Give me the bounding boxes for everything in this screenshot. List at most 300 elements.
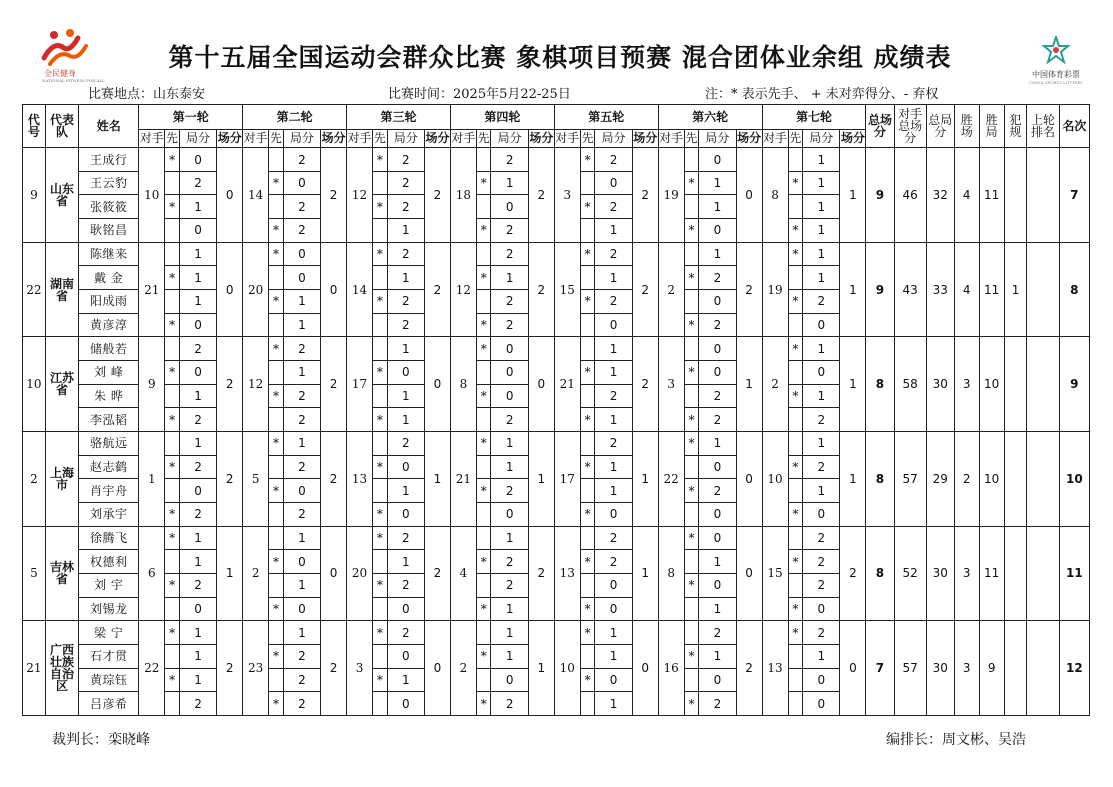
first-move-mark: * bbox=[269, 337, 284, 361]
round-match-score: 2 bbox=[424, 148, 450, 243]
first-move-mark: * bbox=[165, 148, 180, 172]
opponent-subheader: 对手 bbox=[762, 129, 788, 148]
first-move-mark: * bbox=[269, 171, 284, 195]
game-score: 0 bbox=[283, 242, 320, 266]
game-score: 0 bbox=[803, 503, 840, 527]
seed-header: 代号 bbox=[23, 105, 46, 148]
first-move-mark: * bbox=[788, 550, 803, 574]
game-score-subheader: 局分 bbox=[699, 129, 736, 148]
round-match-score: 0 bbox=[840, 621, 866, 716]
round-match-score: 0 bbox=[736, 432, 762, 527]
game-score: 2 bbox=[491, 242, 528, 266]
game-score: 0 bbox=[803, 668, 840, 692]
team-header: 代表队 bbox=[45, 105, 78, 148]
player-name: 刘承宇 bbox=[79, 503, 139, 527]
first-move-mark bbox=[476, 573, 491, 597]
round-match-score: 1 bbox=[840, 242, 866, 337]
first-move-mark: * bbox=[580, 408, 595, 432]
round-opponent: 10 bbox=[554, 621, 580, 716]
team-name: 湖南省 bbox=[45, 242, 78, 337]
game-score: 0 bbox=[595, 171, 632, 195]
round-opponent: 10 bbox=[139, 148, 165, 243]
round-match-score: 2 bbox=[217, 337, 243, 432]
first-move-mark bbox=[476, 503, 491, 527]
round-match-score: 2 bbox=[632, 148, 658, 243]
game-score: 1 bbox=[491, 597, 528, 621]
first-move-mark: * bbox=[373, 408, 388, 432]
round-opponent: 15 bbox=[554, 242, 580, 337]
total-match-header: 总场分 bbox=[866, 105, 894, 148]
first-move-mark bbox=[580, 266, 595, 290]
first-move-mark bbox=[788, 148, 803, 172]
first-move-mark: * bbox=[788, 171, 803, 195]
first-move-mark bbox=[165, 219, 180, 243]
game-score: 1 bbox=[803, 195, 840, 219]
round-match-score: 2 bbox=[736, 621, 762, 716]
total-match-points: 8 bbox=[866, 526, 894, 621]
first-move-mark: * bbox=[476, 219, 491, 243]
round-header: 第七轮 bbox=[762, 105, 866, 130]
game-score: 0 bbox=[699, 573, 736, 597]
first-move-mark bbox=[476, 242, 491, 266]
round-opponent: 2 bbox=[243, 526, 269, 621]
first-move-mark: * bbox=[373, 668, 388, 692]
game-score: 1 bbox=[699, 550, 736, 574]
opponent-subheader: 对手 bbox=[347, 129, 373, 148]
first-move-mark bbox=[269, 526, 284, 550]
match-score-subheader: 场分 bbox=[736, 129, 762, 148]
first-move-mark bbox=[373, 266, 388, 290]
game-score: 0 bbox=[699, 503, 736, 527]
opponent-subheader: 对手 bbox=[139, 129, 165, 148]
round-opponent: 4 bbox=[450, 526, 476, 621]
game-score: 2 bbox=[283, 148, 320, 172]
round-match-score: 2 bbox=[632, 242, 658, 337]
first-move-mark: * bbox=[580, 290, 595, 314]
round-match-score: 2 bbox=[217, 432, 243, 527]
first-move-mark: * bbox=[684, 644, 699, 668]
first-move-mark: * bbox=[373, 621, 388, 645]
page-title: 第十五届全国运动会群众比赛 象棋项目预赛 混合团体业余组 成绩表 bbox=[168, 43, 952, 72]
game-score: 2 bbox=[595, 242, 632, 266]
first-move-mark: * bbox=[269, 432, 284, 456]
game-score: 0 bbox=[595, 668, 632, 692]
first-move-mark bbox=[269, 408, 284, 432]
game-score: 1 bbox=[387, 408, 424, 432]
game-score: 1 bbox=[595, 337, 632, 361]
game-score: 2 bbox=[699, 621, 736, 645]
game-score: 1 bbox=[699, 432, 736, 456]
first-move-mark bbox=[269, 148, 284, 172]
game-score: 1 bbox=[179, 290, 216, 314]
first-move-mark bbox=[269, 621, 284, 645]
game-score: 2 bbox=[491, 313, 528, 337]
round-match-score: 2 bbox=[321, 337, 347, 432]
game-score: 1 bbox=[491, 621, 528, 645]
round-match-score: 0 bbox=[736, 148, 762, 243]
first-move-mark bbox=[788, 195, 803, 219]
first-move-subheader: 先 bbox=[788, 129, 803, 148]
first-move-mark: * bbox=[580, 503, 595, 527]
first-move-mark bbox=[788, 644, 803, 668]
round-match-score: 0 bbox=[528, 337, 554, 432]
time-info: 比赛时间：2025年5月22-25日 bbox=[388, 87, 571, 102]
player-row bbox=[23, 432, 1090, 456]
game-score: 1 bbox=[387, 668, 424, 692]
game-score: 0 bbox=[803, 313, 840, 337]
round-match-score: 0 bbox=[424, 621, 450, 716]
player-name: 黄琮钰 bbox=[79, 668, 139, 692]
game-score: 1 bbox=[179, 668, 216, 692]
first-move-mark bbox=[684, 242, 699, 266]
game-score: 2 bbox=[179, 503, 216, 527]
game-score: 0 bbox=[803, 692, 840, 716]
round-opponent: 9 bbox=[139, 337, 165, 432]
team-name: 山东省 bbox=[45, 148, 78, 243]
fouls bbox=[1004, 148, 1027, 243]
first-move-mark: * bbox=[269, 242, 284, 266]
player-name: 王云豹 bbox=[79, 171, 139, 195]
first-move-mark: * bbox=[476, 644, 491, 668]
game-score: 2 bbox=[179, 408, 216, 432]
opponent-subheader: 对手 bbox=[658, 129, 684, 148]
player-name: 肖宇舟 bbox=[79, 479, 139, 503]
round-opponent: 22 bbox=[139, 621, 165, 716]
fitness-figures-icon bbox=[40, 28, 90, 68]
game-score: 1 bbox=[803, 266, 840, 290]
game-score: 2 bbox=[491, 692, 528, 716]
first-move-mark bbox=[788, 313, 803, 337]
game-score: 1 bbox=[803, 644, 840, 668]
first-move-mark bbox=[269, 361, 284, 385]
player-row bbox=[23, 526, 1090, 550]
header-row-rounds bbox=[23, 105, 1090, 130]
total-game-points: 32 bbox=[926, 148, 954, 243]
first-move-mark: * bbox=[684, 219, 699, 243]
game-score: 1 bbox=[283, 621, 320, 645]
game-score: 0 bbox=[179, 313, 216, 337]
first-move-mark bbox=[269, 195, 284, 219]
first-move-mark bbox=[684, 337, 699, 361]
game-score: 2 bbox=[699, 384, 736, 408]
game-score: 2 bbox=[595, 384, 632, 408]
game-score: 2 bbox=[283, 195, 320, 219]
total-match-points: 9 bbox=[866, 242, 894, 337]
game-score: 0 bbox=[699, 455, 736, 479]
first-move-mark bbox=[788, 573, 803, 597]
round-opponent: 3 bbox=[347, 621, 373, 716]
game-score: 0 bbox=[491, 337, 528, 361]
game-score: 2 bbox=[283, 337, 320, 361]
logo-left-subcaption: NATIONAL FITNESS FOR ALL bbox=[42, 78, 105, 83]
round-header: 第三轮 bbox=[347, 105, 451, 130]
first-move-mark: * bbox=[580, 361, 595, 385]
first-move-mark bbox=[165, 479, 180, 503]
team-name: 江苏省 bbox=[45, 337, 78, 432]
game-score: 1 bbox=[491, 432, 528, 456]
first-move-mark bbox=[684, 455, 699, 479]
first-move-mark bbox=[684, 195, 699, 219]
round-opponent: 10 bbox=[762, 432, 788, 527]
first-move-mark: * bbox=[165, 408, 180, 432]
game-score: 1 bbox=[283, 361, 320, 385]
player-name: 阳成雨 bbox=[79, 290, 139, 314]
game-score: 0 bbox=[699, 526, 736, 550]
game-score: 0 bbox=[179, 361, 216, 385]
game-score: 1 bbox=[595, 266, 632, 290]
total-match-points: 9 bbox=[866, 148, 894, 243]
game-score: 2 bbox=[387, 526, 424, 550]
match-wins: 3 bbox=[954, 621, 979, 716]
game-score: 1 bbox=[387, 266, 424, 290]
total-game-points: 30 bbox=[926, 621, 954, 716]
game-score: 2 bbox=[803, 550, 840, 574]
first-move-mark bbox=[476, 148, 491, 172]
match-wins: 3 bbox=[954, 337, 979, 432]
round-match-score: 2 bbox=[321, 148, 347, 243]
player-name: 刘锡龙 bbox=[79, 597, 139, 621]
fouls bbox=[1004, 337, 1027, 432]
previous-rank bbox=[1027, 621, 1059, 716]
game-score: 1 bbox=[803, 242, 840, 266]
game-score: 0 bbox=[699, 219, 736, 243]
game-score: 2 bbox=[283, 384, 320, 408]
game-score: 1 bbox=[387, 550, 424, 574]
game-score: 0 bbox=[387, 597, 424, 621]
game-score: 2 bbox=[699, 266, 736, 290]
first-move-mark: * bbox=[684, 692, 699, 716]
opponent-total-points: 57 bbox=[894, 621, 926, 716]
first-move-mark: * bbox=[684, 573, 699, 597]
first-move-mark bbox=[476, 621, 491, 645]
round-match-score: 0 bbox=[217, 242, 243, 337]
player-row bbox=[23, 242, 1090, 266]
first-move-mark bbox=[373, 219, 388, 243]
first-move-mark bbox=[476, 290, 491, 314]
round-opponent: 17 bbox=[347, 337, 373, 432]
round-opponent: 2 bbox=[762, 337, 788, 432]
player-name: 吕彦希 bbox=[79, 692, 139, 716]
round-match-score: 2 bbox=[632, 337, 658, 432]
first-move-mark: * bbox=[788, 242, 803, 266]
game-score: 2 bbox=[803, 290, 840, 314]
player-name: 石才贯 bbox=[79, 644, 139, 668]
player-name: 刘 宇 bbox=[79, 573, 139, 597]
first-move-mark: * bbox=[684, 479, 699, 503]
first-move-mark bbox=[580, 219, 595, 243]
team-name: 吉林省 bbox=[45, 526, 78, 621]
first-move-mark: * bbox=[684, 171, 699, 195]
fouls: 1 bbox=[1004, 242, 1027, 337]
game-score: 1 bbox=[803, 337, 840, 361]
first-move-mark bbox=[788, 692, 803, 716]
name-header: 姓名 bbox=[79, 105, 139, 148]
game-score: 1 bbox=[283, 290, 320, 314]
round-match-score: 1 bbox=[632, 526, 658, 621]
first-move-mark: * bbox=[165, 621, 180, 645]
final-rank: 12 bbox=[1059, 621, 1089, 716]
first-move-mark: * bbox=[476, 266, 491, 290]
round-match-score: 1 bbox=[840, 337, 866, 432]
opponent-total-points: 57 bbox=[894, 432, 926, 527]
game-score: 1 bbox=[387, 337, 424, 361]
first-move-mark: * bbox=[580, 597, 595, 621]
first-move-mark bbox=[788, 668, 803, 692]
match-score-subheader: 场分 bbox=[840, 129, 866, 148]
game-score: 1 bbox=[179, 195, 216, 219]
game-score: 1 bbox=[803, 148, 840, 172]
first-move-mark bbox=[684, 668, 699, 692]
game-score: 1 bbox=[179, 266, 216, 290]
first-move-subheader: 先 bbox=[476, 129, 491, 148]
game-score: 2 bbox=[283, 455, 320, 479]
game-score: 1 bbox=[491, 455, 528, 479]
game-score: 0 bbox=[803, 361, 840, 385]
total-match-points: 8 bbox=[866, 337, 894, 432]
game-score: 2 bbox=[283, 503, 320, 527]
match-score-subheader: 场分 bbox=[528, 129, 554, 148]
round-opponent: 12 bbox=[243, 337, 269, 432]
first-move-mark: * bbox=[373, 148, 388, 172]
first-move-mark: * bbox=[165, 668, 180, 692]
game-score: 2 bbox=[179, 573, 216, 597]
player-name: 张筱筱 bbox=[79, 195, 139, 219]
game-score-subheader: 局分 bbox=[595, 129, 632, 148]
total-game-points: 33 bbox=[926, 242, 954, 337]
first-move-mark bbox=[788, 432, 803, 456]
first-move-mark: * bbox=[580, 195, 595, 219]
team-seed: 2 bbox=[23, 432, 46, 527]
first-move-mark bbox=[684, 597, 699, 621]
game-score: 2 bbox=[387, 573, 424, 597]
game-score: 1 bbox=[179, 432, 216, 456]
first-move-mark bbox=[269, 313, 284, 337]
first-move-mark bbox=[165, 644, 180, 668]
first-move-mark: * bbox=[165, 313, 180, 337]
first-move-mark bbox=[580, 479, 595, 503]
first-move-mark: * bbox=[373, 455, 388, 479]
first-move-mark: * bbox=[165, 455, 180, 479]
opponent-total-points: 43 bbox=[894, 242, 926, 337]
game-score: 0 bbox=[595, 313, 632, 337]
team-seed: 21 bbox=[23, 621, 46, 716]
first-move-mark: * bbox=[269, 290, 284, 314]
game-score: 1 bbox=[803, 171, 840, 195]
first-move-mark: * bbox=[476, 692, 491, 716]
game-score: 2 bbox=[387, 290, 424, 314]
game-score: 2 bbox=[699, 408, 736, 432]
round-opponent: 19 bbox=[658, 148, 684, 243]
first-move-mark: * bbox=[269, 479, 284, 503]
game-score: 1 bbox=[179, 621, 216, 645]
game-score: 0 bbox=[491, 668, 528, 692]
round-opponent: 21 bbox=[139, 242, 165, 337]
game-score: 0 bbox=[699, 668, 736, 692]
first-move-mark bbox=[373, 479, 388, 503]
game-score: 2 bbox=[387, 621, 424, 645]
round-opponent: 6 bbox=[139, 526, 165, 621]
round-opponent: 18 bbox=[450, 148, 476, 243]
game-score: 1 bbox=[387, 219, 424, 243]
game-score: 2 bbox=[595, 432, 632, 456]
player-name: 骆航远 bbox=[79, 432, 139, 456]
opponent-subheader: 对手 bbox=[243, 129, 269, 148]
round-match-score: 0 bbox=[321, 526, 347, 621]
scheduler: 编排长：周文彬、吴浩 bbox=[886, 732, 1026, 748]
first-move-mark: * bbox=[476, 432, 491, 456]
game-score: 2 bbox=[595, 148, 632, 172]
game-score: 0 bbox=[699, 148, 736, 172]
previous-rank bbox=[1027, 242, 1059, 337]
game-score: 1 bbox=[803, 384, 840, 408]
game-score: 0 bbox=[491, 195, 528, 219]
game-score: 0 bbox=[387, 644, 424, 668]
first-move-mark: * bbox=[165, 503, 180, 527]
round-match-score: 1 bbox=[528, 432, 554, 527]
team-name: 广西壮族自治区 bbox=[45, 621, 78, 716]
first-move-mark bbox=[476, 195, 491, 219]
total-game-points: 29 bbox=[926, 432, 954, 527]
first-move-mark bbox=[580, 432, 595, 456]
venue-info: 比赛地点：山东泰安 bbox=[88, 87, 206, 102]
round-match-score: 2 bbox=[528, 148, 554, 243]
first-move-mark bbox=[165, 290, 180, 314]
game-score: 2 bbox=[491, 290, 528, 314]
round-header: 第六轮 bbox=[658, 105, 762, 130]
player-row bbox=[23, 337, 1090, 361]
player-name: 梁 宁 bbox=[79, 621, 139, 645]
game-score: 2 bbox=[179, 337, 216, 361]
game-score-subheader: 局分 bbox=[283, 129, 320, 148]
game-score: 2 bbox=[387, 171, 424, 195]
first-move-mark: * bbox=[580, 550, 595, 574]
game-score: 1 bbox=[699, 242, 736, 266]
player-name: 陈继来 bbox=[79, 242, 139, 266]
game-score: 1 bbox=[595, 219, 632, 243]
game-score: 1 bbox=[283, 526, 320, 550]
game-wins: 10 bbox=[979, 337, 1004, 432]
match-score-subheader: 场分 bbox=[321, 129, 347, 148]
round-match-score: 2 bbox=[217, 621, 243, 716]
first-move-mark: * bbox=[476, 337, 491, 361]
first-move-mark bbox=[580, 313, 595, 337]
round-opponent: 12 bbox=[450, 242, 476, 337]
first-move-mark: * bbox=[580, 148, 595, 172]
first-move-mark bbox=[373, 597, 388, 621]
first-move-mark bbox=[165, 432, 180, 456]
game-score: 0 bbox=[491, 503, 528, 527]
round-opponent: 20 bbox=[243, 242, 269, 337]
round-match-score: 2 bbox=[528, 242, 554, 337]
game-score: 2 bbox=[491, 148, 528, 172]
first-move-mark: * bbox=[580, 455, 595, 479]
first-move-subheader: 先 bbox=[580, 129, 595, 148]
game-score: 0 bbox=[699, 290, 736, 314]
game-score: 1 bbox=[179, 242, 216, 266]
round-opponent: 2 bbox=[450, 621, 476, 716]
fouls bbox=[1004, 526, 1027, 621]
first-move-mark: * bbox=[269, 644, 284, 668]
game-score: 2 bbox=[595, 195, 632, 219]
previous-rank bbox=[1027, 148, 1059, 243]
first-move-mark bbox=[788, 479, 803, 503]
game-score: 2 bbox=[803, 621, 840, 645]
first-move-mark: * bbox=[476, 479, 491, 503]
player-name: 刘 峰 bbox=[79, 361, 139, 385]
wins-game-header: 胜局 bbox=[979, 105, 1004, 148]
game-score: 1 bbox=[283, 432, 320, 456]
game-score: 0 bbox=[283, 266, 320, 290]
